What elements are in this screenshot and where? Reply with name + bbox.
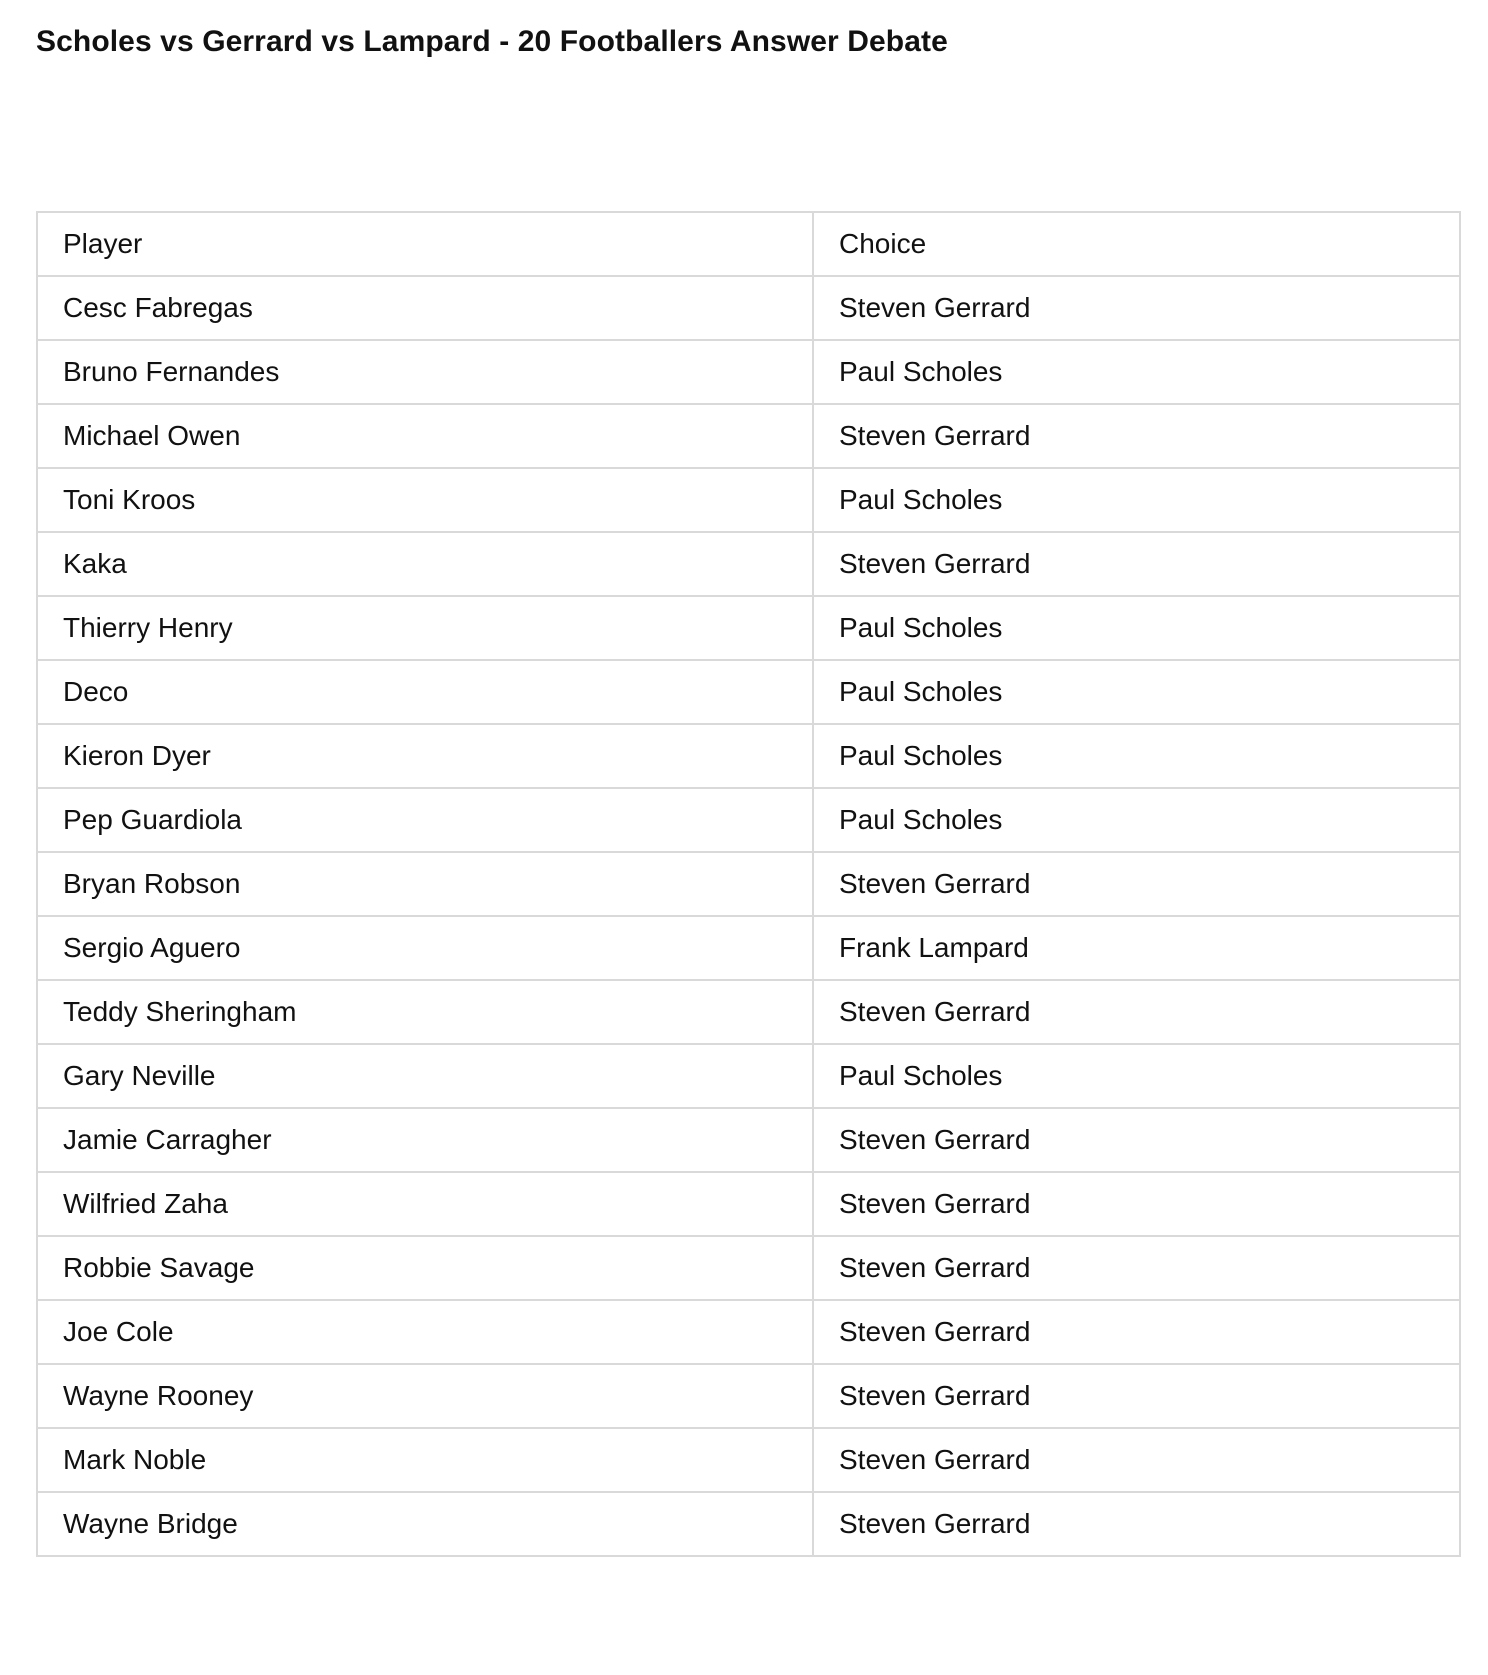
table-row xyxy=(37,1236,1460,1300)
player-cell: Mark Noble xyxy=(37,1428,813,1492)
player-cell: Gary Neville xyxy=(37,1044,813,1108)
table-row xyxy=(37,724,1460,788)
player-cell: Wayne Rooney xyxy=(37,1364,813,1428)
choice-cell: Frank Lampard xyxy=(813,916,1460,980)
table-row xyxy=(37,468,1460,532)
player-cell: Wilfried Zaha xyxy=(37,1172,813,1236)
table-row xyxy=(37,276,1460,340)
table-row xyxy=(37,660,1460,724)
choice-cell: Steven Gerrard xyxy=(813,1108,1460,1172)
choice-cell: Paul Scholes xyxy=(813,1044,1460,1108)
choice-cell: Paul Scholes xyxy=(813,724,1460,788)
choice-cell: Steven Gerrard xyxy=(813,404,1460,468)
header-player: Player xyxy=(37,212,813,276)
choice-cell: Steven Gerrard xyxy=(813,1300,1460,1364)
table-row xyxy=(37,1108,1460,1172)
table-row xyxy=(37,1492,1460,1556)
choice-cell: Paul Scholes xyxy=(813,468,1460,532)
player-cell: Jamie Carragher xyxy=(37,1108,813,1172)
player-cell: Cesc Fabregas xyxy=(37,276,813,340)
player-cell: Kaka xyxy=(37,532,813,596)
choice-cell: Steven Gerrard xyxy=(813,852,1460,916)
player-cell: Robbie Savage xyxy=(37,1236,813,1300)
choice-cell: Steven Gerrard xyxy=(813,532,1460,596)
player-cell: Toni Kroos xyxy=(37,468,813,532)
choice-cell: Steven Gerrard xyxy=(813,1428,1460,1492)
table-row xyxy=(37,916,1460,980)
table-row xyxy=(37,1300,1460,1364)
table-header-row xyxy=(37,212,1460,276)
choice-cell: Paul Scholes xyxy=(813,340,1460,404)
player-cell: Deco xyxy=(37,660,813,724)
table-row xyxy=(37,596,1460,660)
choices-table xyxy=(36,211,1461,1557)
table-row xyxy=(37,532,1460,596)
choice-cell: Steven Gerrard xyxy=(813,1172,1460,1236)
player-cell: Kieron Dyer xyxy=(37,724,813,788)
table-row xyxy=(37,788,1460,852)
choice-cell: Steven Gerrard xyxy=(813,980,1460,1044)
player-cell: Teddy Sheringham xyxy=(37,980,813,1044)
table-body xyxy=(37,276,1460,1556)
choice-cell: Steven Gerrard xyxy=(813,1364,1460,1428)
table-row xyxy=(37,340,1460,404)
choice-cell: Steven Gerrard xyxy=(813,276,1460,340)
table-row xyxy=(37,1172,1460,1236)
player-cell: Pep Guardiola xyxy=(37,788,813,852)
player-cell: Bryan Robson xyxy=(37,852,813,916)
choices-table-container xyxy=(36,211,1461,1557)
player-cell: Michael Owen xyxy=(37,404,813,468)
choice-cell: Steven Gerrard xyxy=(813,1236,1460,1300)
page-title: Scholes vs Gerrard vs Lampard - 20 Footballers Answer Debate xyxy=(36,25,948,58)
table-row xyxy=(37,980,1460,1044)
player-cell: Wayne Bridge xyxy=(37,1492,813,1556)
table-row xyxy=(37,1044,1460,1108)
player-cell: Thierry Henry xyxy=(37,596,813,660)
choice-cell: Steven Gerrard xyxy=(813,1492,1460,1556)
choice-cell: Paul Scholes xyxy=(813,596,1460,660)
header-choice: Choice xyxy=(813,212,1460,276)
table-row xyxy=(37,404,1460,468)
choice-cell: Paul Scholes xyxy=(813,660,1460,724)
player-cell: Sergio Aguero xyxy=(37,916,813,980)
player-cell: Joe Cole xyxy=(37,1300,813,1364)
table-row xyxy=(37,1428,1460,1492)
player-cell: Bruno Fernandes xyxy=(37,340,813,404)
choice-cell: Paul Scholes xyxy=(813,788,1460,852)
table-row xyxy=(37,852,1460,916)
table-row xyxy=(37,1364,1460,1428)
